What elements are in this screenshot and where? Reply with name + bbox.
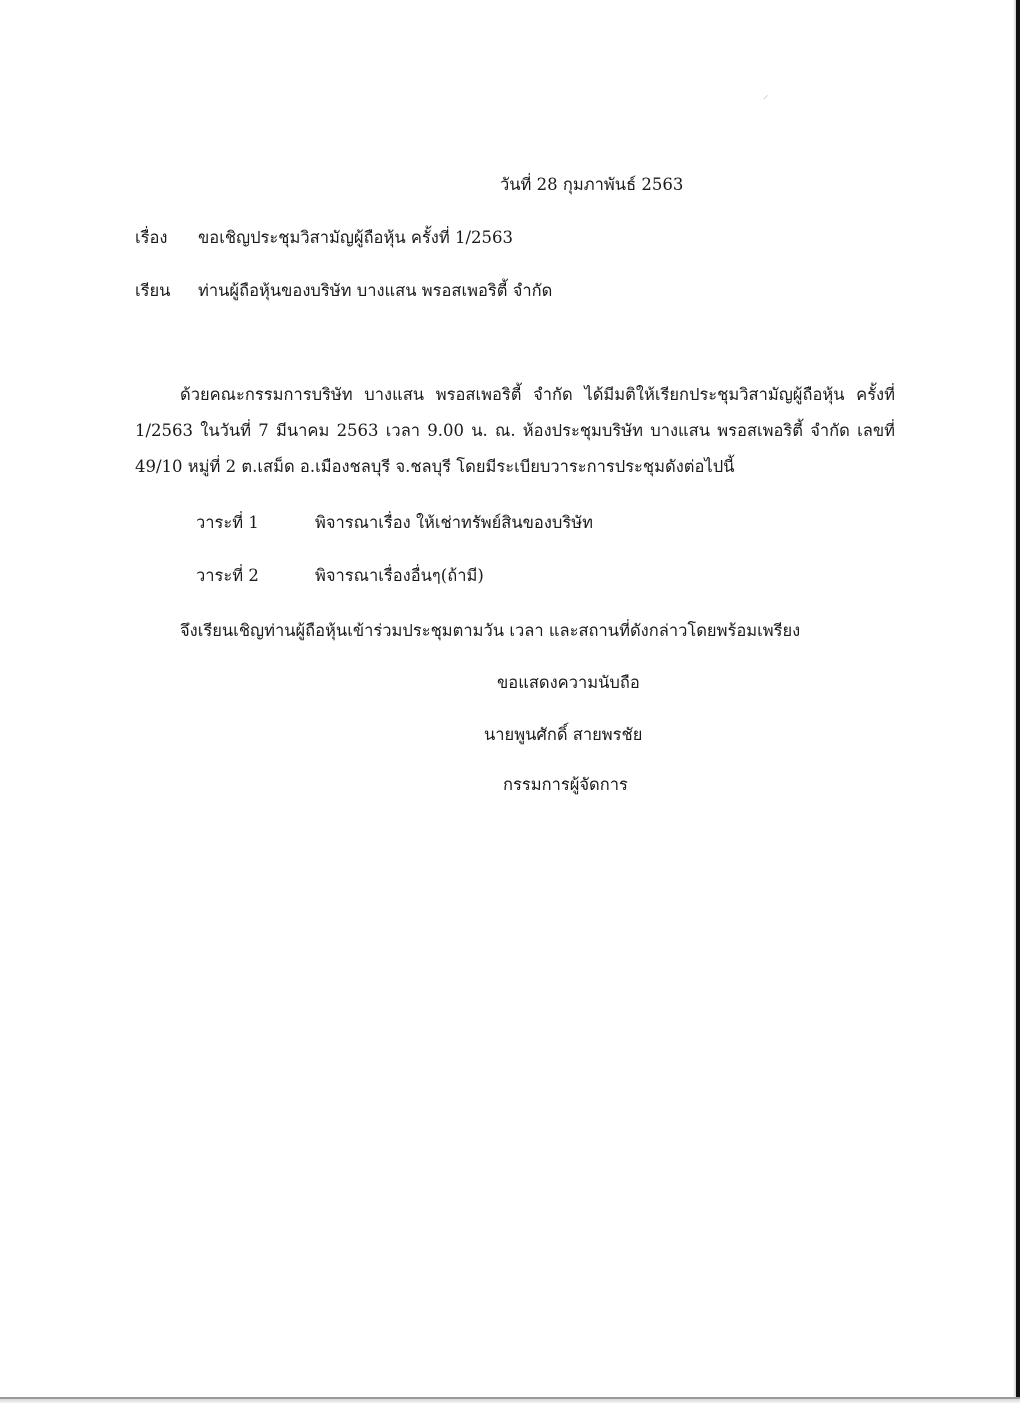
letter-date: วันที่ 28 กุมภาพันธ์ 2563 <box>500 175 684 194</box>
subject-label: เรื่อง <box>135 228 168 247</box>
agenda-1-label: วาระที่ 1 <box>196 513 259 532</box>
agenda-2-label: วาระที่ 2 <box>196 566 259 585</box>
scan-edge-right <box>1016 0 1020 1403</box>
signer-title: กรรมการผู้จัดการ <box>503 775 628 794</box>
closing-text: ขอแสดงความนับถือ <box>497 673 640 692</box>
signer-name: นายพูนศักดิ์ สายพรชัย <box>484 725 643 744</box>
recipient-label: เรียน <box>135 281 171 300</box>
agenda-1-text: พิจารณาเรื่อง ให้เช่าทรัพย์สินของบริษัท <box>315 513 593 532</box>
scan-speck: ⸍ <box>763 93 769 106</box>
recipient-text: ท่านผู้ถือหุ้นของบริษัท บางแสน พรอสเพอริตี้ จำกัด <box>198 281 553 300</box>
body-paragraph: ด้วยคณะกรรมการบริษัท บางแสน พรอสเพอริตี้ จำกัด ได้มีมติให้เรียกประชุมวิสามัญผู้ถือหุ้น ครั้งที่ 1/2563 ในวันที่ 7 มีนาคม 2563 เวลา 9.00 น. ณ. ห้องประชุมบริษัท บางแสน พรอสเพอริตี้ จำกัด เลขที่ 49/10 หมู่ที่ 2 ต.เสม็ด อ.เมืองชลบุรี จ.ชลบุรี โดยมีระเบียบวาระการประชุมดังต่อไปนี้ <box>135 385 895 476</box>
subject-text: ขอเชิญประชุมวิสามัญผู้ถือหุ้น ครั้งที่ 1/2563 <box>198 228 513 247</box>
invitation-text: จึงเรียนเชิญท่านผู้ถือหุ้นเข้าร่วมประชุมตามวัน เวลา และสถานที่ดังกล่าวโดยพร้อมเพรียง <box>180 621 801 640</box>
agenda-2-text: พิจารณาเรื่องอื่นๆ(ถ้ามี) <box>315 566 484 585</box>
scan-edge-bottom-shade <box>0 1399 1020 1403</box>
